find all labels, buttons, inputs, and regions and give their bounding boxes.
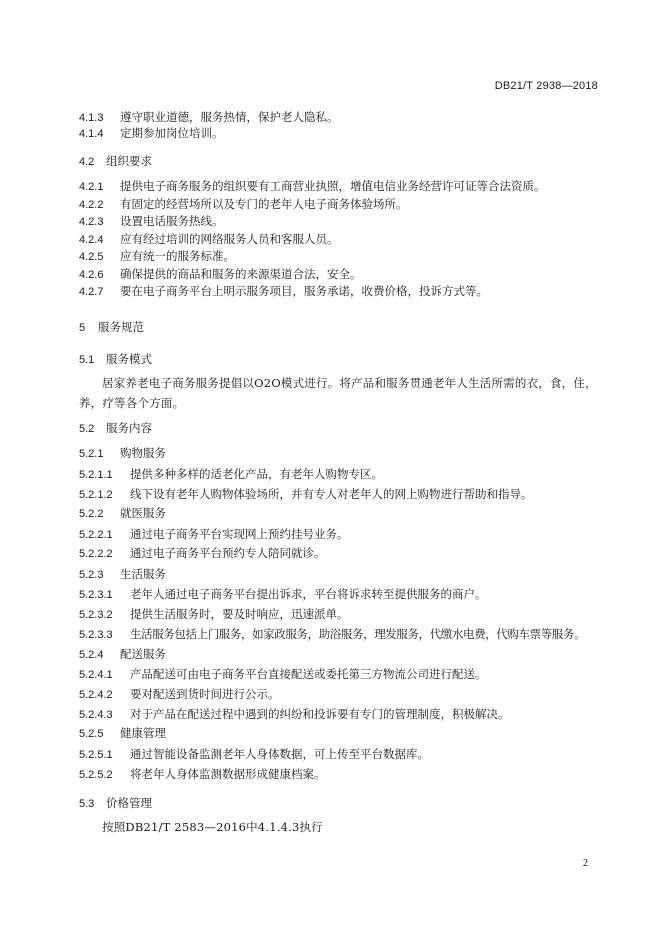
clause-4-2-1 xyxy=(79,178,602,195)
section-title: 价格管理 xyxy=(106,796,152,810)
clause-5-2-1-2 xyxy=(79,486,602,503)
subsection-heading-5-2-5 xyxy=(79,725,602,742)
section-title: 服务模式 xyxy=(106,352,152,366)
clause-number: 4.2.5 xyxy=(79,251,104,263)
clause-text: 应有统一的服务标准。 xyxy=(120,249,235,263)
clause-number: 5.2.1.2 xyxy=(79,489,113,501)
clause-5-2-2-2 xyxy=(79,545,602,562)
subsection-number: 5.2.1 xyxy=(79,448,104,460)
subsection-title: 生活服务 xyxy=(120,567,166,581)
clause-number: 5.2.3.2 xyxy=(79,609,113,621)
clause-4-2-7 xyxy=(79,283,602,300)
subsection-number: 5.2.4 xyxy=(79,649,104,661)
clause-text: 有固定的经营场所以及专门的老年人电子商务体验场所。 xyxy=(120,197,408,211)
clause-5-2-5-2 xyxy=(79,766,602,783)
clause-4-1-3 xyxy=(79,109,602,126)
clause-number: 4.1.3 xyxy=(79,112,104,124)
clause-text: 产品配送可由电子商务平台直接配送或委托第三方物流公司进行配送。 xyxy=(130,667,487,681)
section-title: 服务内容 xyxy=(106,421,152,435)
clause-number: 4.2.6 xyxy=(79,269,104,281)
clause-5-2-2-1 xyxy=(79,526,602,543)
clause-5-2-4-1 xyxy=(79,666,602,683)
clause-number: 4.2.2 xyxy=(79,199,104,211)
clause-number: 5.2.4.2 xyxy=(79,689,113,701)
subsection-number: 5.2.2 xyxy=(79,508,104,520)
clause-text: 生活服务包括上门服务，如家政服务，助浴服务，理发服务，代缴水电费，代购车票等服务。 xyxy=(130,627,586,641)
subsection-heading-5-2-4 xyxy=(79,646,602,663)
clause-4-2-6 xyxy=(79,266,602,283)
clause-number: 4.1.4 xyxy=(79,128,104,140)
clause-5-2-4-2 xyxy=(79,686,602,703)
clause-number: 5.2.5.2 xyxy=(79,769,113,781)
clause-text: 将老年人身体监测数据形成健康档案。 xyxy=(130,767,326,781)
clause-text: 要对配送到货时间进行公示。 xyxy=(130,687,280,701)
clause-4-2-4 xyxy=(79,231,602,248)
subsection-title: 购物服务 xyxy=(120,446,166,460)
clause-number: 5.2.3.3 xyxy=(79,629,113,641)
section-number: 5.2 xyxy=(79,423,95,435)
clause-4-1-4 xyxy=(79,125,602,142)
clause-text: 通过电子商务平台实现网上预约挂号业务。 xyxy=(130,527,349,541)
document-code: DB21/T 2938—2018 xyxy=(494,80,598,92)
chapter-heading-5 xyxy=(79,319,602,336)
section-title: 组织要求 xyxy=(106,154,152,168)
clause-number: 5.2.1.1 xyxy=(79,469,113,481)
clause-text: 老年人通过电子商务平台提出诉求，平台将诉求转至提供服务的商户。 xyxy=(130,587,487,601)
chapter-title: 服务规范 xyxy=(98,320,144,334)
clause-4-2-3 xyxy=(79,213,602,230)
clause-number: 4.2.7 xyxy=(79,286,104,298)
clause-number: 4.2.1 xyxy=(79,181,104,193)
clause-5-2-5-1 xyxy=(79,746,602,763)
clause-text: 提供多种多样的适老化产品，有老年人购物专区。 xyxy=(130,467,383,481)
subsection-heading-5-2-3 xyxy=(79,566,602,583)
section-heading-4-2 xyxy=(79,153,602,170)
clause-number: 4.2.4 xyxy=(79,234,104,246)
clause-text: 确保提供的商品和服务的来源渠道合法，安全。 xyxy=(120,267,362,281)
clause-text: 设置电话服务热线。 xyxy=(120,214,224,228)
clause-5-2-1-1 xyxy=(79,466,602,483)
section-number: 5.1 xyxy=(79,354,95,366)
clause-text: 定期参加岗位培训。 xyxy=(120,126,224,140)
clause-text: 提供电子商务服务的组织要有工商营业执照，增值电信业务经营许可证等合法资质。 xyxy=(120,179,546,193)
subsection-number: 5.2.5 xyxy=(79,728,104,740)
section-heading-5-1 xyxy=(79,351,602,368)
subsection-title: 配送服务 xyxy=(120,647,166,661)
clause-5-2-4-3 xyxy=(79,706,602,723)
paragraph-5-3: 按照DB21/T 2583—2016中4.1.4.3执行 xyxy=(102,820,323,834)
clause-4-2-2 xyxy=(79,196,602,213)
clause-text: 线下设有老年人购物体验场所，并有专人对老年人的网上购物进行帮助和指导。 xyxy=(130,487,533,501)
clause-number: 5.2.2.1 xyxy=(79,529,113,541)
page-number: 2 xyxy=(583,858,588,869)
clause-text: 应有经过培训的网络服务人员和客服人员。 xyxy=(120,232,339,246)
clause-number: 4.2.3 xyxy=(79,216,104,228)
clause-number: 5.2.4.1 xyxy=(79,669,113,681)
subsection-title: 就医服务 xyxy=(120,506,166,520)
section-number: 5.3 xyxy=(79,798,95,810)
chapter-number: 5 xyxy=(79,322,86,334)
clause-5-2-3-3 xyxy=(79,626,602,643)
subsection-heading-5-2-1 xyxy=(79,445,602,462)
clause-text: 遵守职业道德，服务热情，保护老人隐私。 xyxy=(120,110,339,124)
subsection-title: 健康管理 xyxy=(120,726,166,740)
clause-number: 5.2.5.1 xyxy=(79,749,113,761)
clause-text: 对于产品在配送过程中遇到的纠纷和投诉要有专门的管理制度，积极解决。 xyxy=(130,707,510,721)
clause-5-2-3-2 xyxy=(79,606,602,623)
clause-text: 通过智能设备监测老年人身体数据，可上传至平台数据库。 xyxy=(130,747,429,761)
clause-5-2-3-1 xyxy=(79,586,602,603)
clause-text: 要在电子商务平台上明示服务项目，服务承诺，收费价格，投诉方式等。 xyxy=(120,284,488,298)
section-heading-5-3 xyxy=(79,795,602,812)
clause-text: 通过电子商务平台预约专人陪同就诊。 xyxy=(130,546,326,560)
clause-number: 5.2.4.3 xyxy=(79,709,113,721)
section-number: 4.2 xyxy=(79,156,95,168)
clause-number: 5.2.2.2 xyxy=(79,548,113,560)
clause-4-2-5 xyxy=(79,248,602,265)
clause-text: 提供生活服务时，要及时响应，迅速派单。 xyxy=(130,607,349,621)
subsection-number: 5.2.3 xyxy=(79,569,104,581)
paragraph-5-1: 居家养老电子商务服务提倡以O2O模式进行。将产品和服务贯通老年人生活所需的衣，食，住，养，疗等各个方面。 xyxy=(79,376,597,410)
section-heading-5-2 xyxy=(79,420,602,437)
clause-number: 5.2.3.1 xyxy=(79,589,113,601)
subsection-heading-5-2-2 xyxy=(79,505,602,522)
